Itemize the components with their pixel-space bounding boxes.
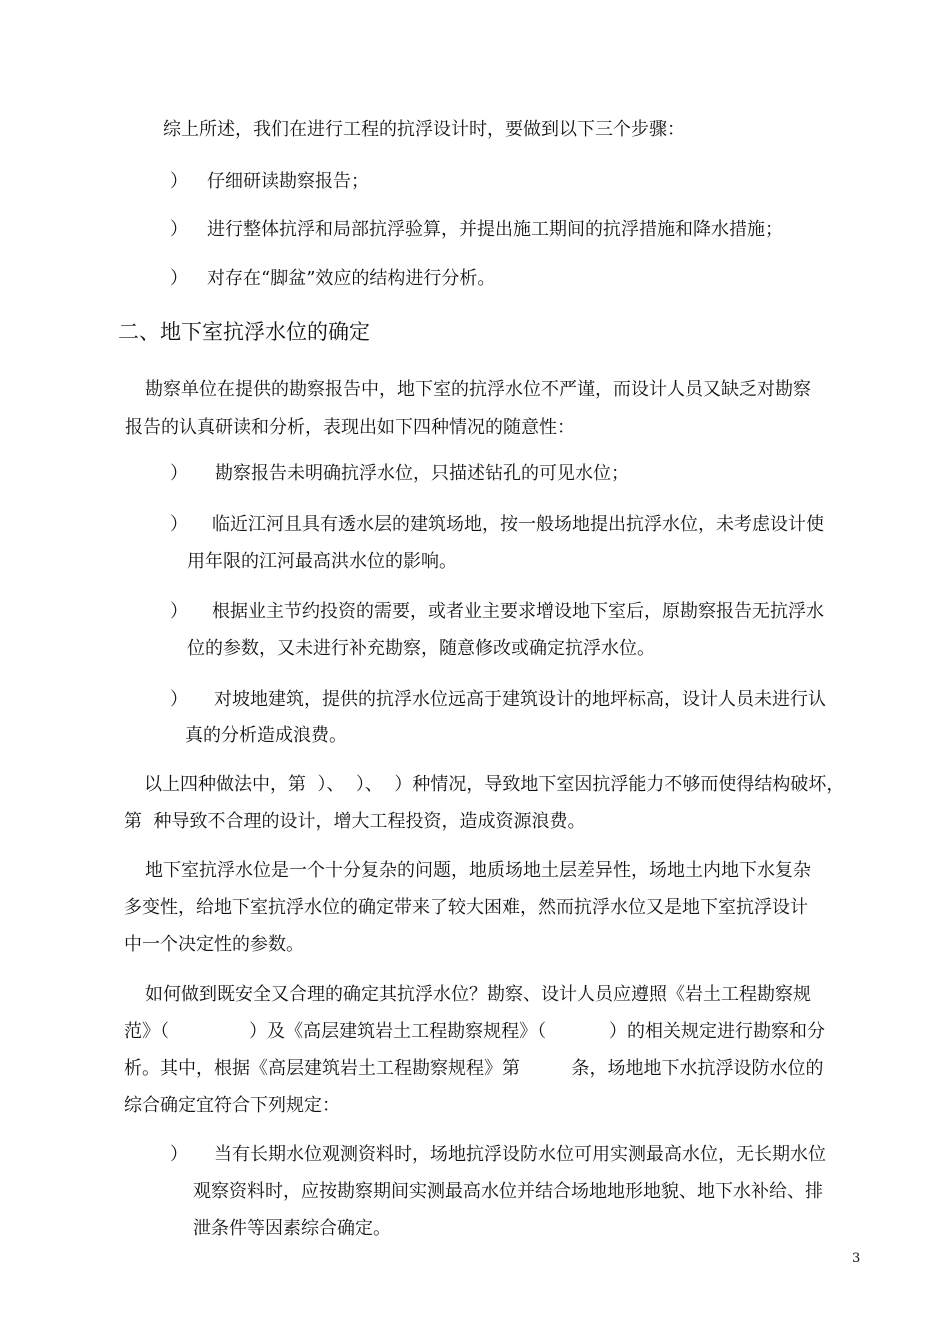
case-item: 根据业主节约投资的需要，或者业主要求增设地下室后，原勘察报告无抗浮水 [212, 601, 824, 622]
bullet-mark: ） [170, 463, 188, 484]
paragraph-line: 如何做到既安全又合理的确定其抗浮水位？勘察、设计人员应遵照《岩土工程勘察规 [145, 984, 811, 1005]
paragraph-line: 析。其中，根据《高层建筑岩土工程勘察规程》第 条，场地地下水抗浮设防水位的 [124, 1058, 824, 1079]
paragraph-line: 地下室抗浮水位是一个十分复杂的问题，地质场地土层差异性，场地土内地下水复杂 [145, 860, 811, 881]
rule-item-cont: 泄条件等因素综合确定。 [193, 1218, 391, 1239]
bullet-mark: ） [170, 171, 188, 192]
paragraph-line: 第 种导致不合理的设计，增大工程投资，造成资源浪费。 [124, 811, 586, 832]
intro-summary: 综上所述，我们在进行工程的抗浮设计时，要做到以下三个步骤： [163, 119, 685, 140]
paragraph-line: 多变性，给地下室抗浮水位的确定带来了较大困难，然而抗浮水位又是地下室抗浮设计 [124, 897, 808, 918]
case-item-cont: 真的分析造成浪费。 [185, 725, 347, 746]
rule-item: 当有长期水位观测资料时，场地抗浮设防水位可用实测最高水位，无长期水位 [214, 1144, 826, 1165]
page-number: 3 [852, 1251, 861, 1266]
paragraph-line: 以上四种做法中，第 ）、 ）、 ）种情况，导致地下室因抗浮能力不够而使得结构破坏， [144, 774, 845, 795]
paragraph-line: 中一个决定性的参数。 [124, 934, 304, 955]
case-item-cont: 用年限的江河最高洪水位的影响。 [187, 551, 457, 572]
case-item: 勘察报告未明确抗浮水位，只描述钻孔的可见水位； [215, 463, 629, 484]
case-item: 对坡地建筑，提供的抗浮水位远高于建筑设计的地坪标高，设计人员未进行认 [214, 689, 826, 710]
section-heading: 二、地下室抗浮水位的确定 [118, 320, 370, 344]
bullet-mark: ） [170, 1144, 188, 1165]
case-item-cont: 位的参数，又未进行补充勘察，随意修改或确定抗浮水位。 [187, 638, 655, 659]
bullet-mark: ） [170, 601, 188, 622]
bullet-mark: ） [170, 219, 188, 240]
step-item: 进行整体抗浮和局部抗浮验算，并提出施工期间的抗浮措施和降水措施； [207, 219, 783, 240]
paragraph-line: 勘察单位在提供的勘察报告中，地下室的抗浮水位不严谨，而设计人员又缺乏对勘察 [145, 379, 811, 400]
paragraph-line: 综合确定宜符合下列规定： [124, 1095, 340, 1116]
rule-item-cont: 观察资料时，应按勘察期间实测最高水位并结合场地地形地貌、地下水补给、排 [193, 1181, 823, 1202]
bullet-mark: ） [170, 689, 188, 710]
case-item: 临近江河且具有透水层的建筑场地，按一般场地提出抗浮水位，未考虑设计使 [212, 514, 824, 535]
bullet-mark: ） [170, 514, 188, 535]
step-item: 仔细研读勘察报告； [207, 171, 369, 192]
paragraph-line: 报告的认真研读和分析，表现出如下四种情况的随意性： [125, 417, 575, 438]
paragraph-line: 范》（ ）及《高层建筑岩土工程勘察规程》（ ）的相关规定进行勘察和分 [124, 1021, 826, 1042]
step-item: 对存在“脚盆”效应的结构进行分析。 [207, 268, 496, 289]
bullet-mark: ） [170, 268, 188, 289]
